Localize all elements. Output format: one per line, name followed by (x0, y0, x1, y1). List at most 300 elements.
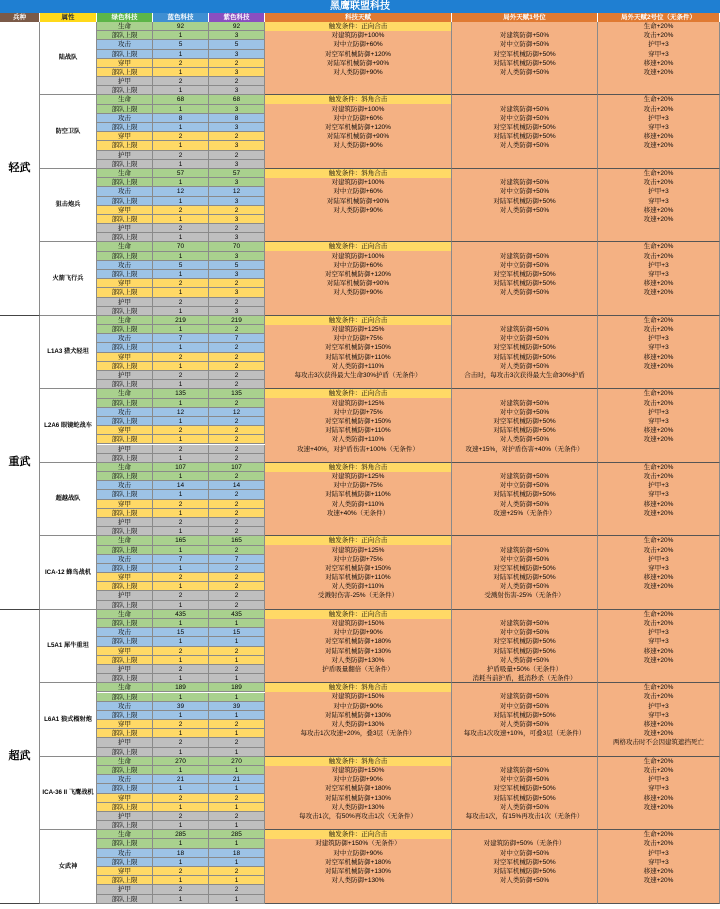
outer-talent-1-cell (452, 95, 598, 168)
outer-talent-2-line: 移速+20% (643, 500, 674, 508)
hdr-green-tech: 绿色科技 (97, 13, 153, 22)
tech-talent-line: 对人类防御+110% (331, 362, 385, 370)
stat-label-hp: 生命 (97, 463, 153, 472)
green-tech-value: 1 (153, 31, 209, 40)
tech-talent-line: 对建筑防御+150%（无条件） (315, 840, 401, 848)
green-tech-value: 2 (153, 224, 209, 233)
tech-talent-cell (265, 830, 452, 903)
blue-tech-value: 107 (209, 463, 265, 472)
green-tech-value: 219 (153, 316, 209, 325)
unit-name (40, 169, 97, 242)
stat-label-troop-cap: 部队上限 (97, 729, 153, 738)
outer-talent-1-line: 受溅射伤害-25%（无条件） (484, 592, 565, 600)
blue-tech-value: 2 (209, 472, 265, 481)
green-tech-value: 2 (153, 353, 209, 362)
trigger-condition: 触发条件：正向合击 (265, 610, 451, 619)
green-tech-value: 1 (153, 380, 209, 389)
outer-talent-1-line: 对中立防御+50% (499, 702, 550, 710)
blue-tech-value: 189 (209, 683, 265, 692)
blue-tech-value: 2 (209, 325, 265, 334)
stat-label-troop-cap: 部队上限 (97, 270, 153, 279)
tech-talent-line: 对中立防御+60% (333, 41, 383, 49)
green-tech-value: 1 (153, 509, 209, 518)
stat-label-troop-cap: 部队上限 (97, 141, 153, 150)
group-label (0, 316, 40, 610)
blue-tech-value: 1 (209, 656, 265, 665)
tech-talent-line: 对陆军机械防御+90% (326, 197, 390, 205)
green-tech-value: 68 (153, 95, 209, 104)
stat-label-hp: 生命 (97, 610, 153, 619)
outer-talent-2-line: 攻击+20% (643, 32, 674, 40)
stat-label-armor: 护甲 (97, 445, 153, 454)
tech-talent-cell (265, 316, 452, 389)
blue-tech-value: 2 (209, 794, 265, 803)
green-tech-value: 2 (153, 885, 209, 894)
stat-label-troop-cap: 部队上限 (97, 527, 153, 536)
outer-talent-1-line: 对建筑防御+50% (499, 252, 550, 260)
outer-talent-1-line: 对陆军机械防御+50% (493, 280, 556, 288)
blue-tech-value: 3 (209, 68, 265, 77)
tech-talent-line: 对建筑防御+100% (331, 179, 385, 187)
tech-talent-cell (265, 95, 452, 168)
stat-label-hp: 生命 (97, 683, 153, 692)
green-tech-value: 1 (153, 454, 209, 463)
tech-talent-line: 对陆军机械防御+110% (325, 427, 391, 435)
outer-talent-2-line: 攻速+20% (643, 877, 674, 885)
outer-talent-2-line: 穿甲+3 (648, 344, 669, 352)
outer-talent-2-line: 移速+20% (643, 574, 674, 582)
tech-talent-line: 对人类防御+110% (331, 436, 385, 444)
outer-talent-2-line: 护甲+3 (648, 702, 669, 710)
outer-talent-2-line: 攻速+20% (643, 68, 674, 76)
unit-name-text: ICA-36 II 飞鹰战机 (42, 789, 94, 797)
outer-talent-2-line: 穿甲+3 (648, 564, 669, 572)
tech-talent-line: 对空军机械防御+180% (325, 638, 391, 646)
green-tech-value: 1 (153, 86, 209, 95)
blue-tech-value: 5 (209, 40, 265, 49)
stat-label-troop-cap: 部队上限 (97, 307, 153, 316)
green-tech-value: 1 (153, 343, 209, 352)
outer-talent-2-line: 穿甲+3 (648, 50, 669, 58)
blue-tech-value: 2 (209, 435, 265, 444)
stat-label-armor-pen: 穿甲 (97, 426, 153, 435)
outer-talent-2-cell (598, 463, 720, 536)
blue-tech-value: 1 (209, 748, 265, 757)
green-tech-value: 1 (153, 472, 209, 481)
outer-talent-2-line: 攻速+20% (643, 142, 674, 150)
stat-label-armor: 护甲 (97, 224, 153, 233)
outer-talent-1-line: 对陆军机械防御+50% (493, 197, 556, 205)
stat-label-attack: 攻击 (97, 628, 153, 637)
outer-talent-1-line: 对建筑防御+50%（无条件） (483, 840, 566, 848)
stat-label-armor-pen: 穿甲 (97, 353, 153, 362)
blue-tech-value: 165 (209, 536, 265, 545)
outer-talent-2-cell (598, 22, 720, 95)
hdr-outer-talent-2: 局外天赋2号位（无条件） (598, 13, 720, 22)
tech-talent-cell (265, 22, 452, 95)
stat-label-hp: 生命 (97, 22, 153, 31)
outer-talent-1-line: 对建筑防御+50% (499, 546, 550, 554)
unit-name (40, 95, 97, 168)
outer-talent-2-cell (598, 683, 720, 756)
green-tech-value: 2 (153, 500, 209, 509)
tech-talent-line: 对人类防御+130% (331, 877, 385, 885)
outer-talent-1-line: 对中立防御+50% (499, 188, 550, 196)
tech-talent-line: 每攻击1次，有50%再攻击1次（无条件） (299, 812, 417, 820)
outer-talent-2-line: 护甲+3 (648, 555, 669, 563)
stat-label-troop-cap: 部队上限 (97, 399, 153, 408)
tech-talent-line: 受溅射伤害-25%（无条件） (317, 592, 399, 600)
outer-talent-2-cell (598, 242, 720, 315)
trigger-condition: 触发条件：斜角合击 (265, 683, 451, 692)
outer-talent-2-cell (598, 610, 720, 683)
tech-talent-cell (265, 169, 452, 242)
stat-label-troop-cap: 部队上限 (97, 656, 153, 665)
outer-talent-1-line: 对空军机械防御+50% (493, 124, 556, 132)
stat-label-troop-cap: 部队上限 (97, 490, 153, 499)
green-tech-value: 1 (153, 178, 209, 187)
green-tech-value: 1 (153, 766, 209, 775)
stat-label-troop-cap: 部队上限 (97, 766, 153, 775)
tech-talent-line: 攻速+40%（无条件） (326, 509, 390, 517)
green-tech-value: 1 (153, 105, 209, 114)
stat-label-armor: 护甲 (97, 665, 153, 674)
outer-talent-1-line: 对人类防御+50% (499, 68, 550, 76)
outer-talent-2-line: 护甲+3 (648, 335, 669, 343)
outer-talent-2-line: 生命+20% (643, 243, 674, 251)
unit-name (40, 389, 97, 462)
green-tech-value: 2 (153, 591, 209, 600)
blue-tech-value: 3 (209, 123, 265, 132)
outer-talent-2-cell (598, 169, 720, 242)
outer-talent-2-cell (598, 389, 720, 462)
outer-talent-2-line: 生命+20% (643, 684, 674, 692)
stat-label-attack: 攻击 (97, 849, 153, 858)
outer-talent-2-line: 护甲+3 (648, 114, 669, 122)
stat-label-troop-cap: 部队上限 (97, 252, 153, 261)
tech-talent-line: 对空军机械防御+180% (325, 785, 391, 793)
outer-talent-2-line: 攻击+20% (643, 766, 674, 774)
blue-tech-value: 2 (209, 77, 265, 86)
green-tech-value: 1 (153, 399, 209, 408)
blue-tech-value: 2 (209, 490, 265, 499)
blue-tech-value: 2 (209, 601, 265, 610)
tech-talent-line: 对陆军机械防御+130% (325, 868, 391, 875)
unit-name-text: 超越战队 (55, 495, 81, 503)
stat-label-attack: 攻击 (97, 775, 153, 784)
blue-tech-value: 2 (209, 362, 265, 371)
outer-talent-2-line: 攻击+20% (643, 105, 674, 113)
outer-talent-1-line: 对人类防御+50% (499, 142, 550, 150)
stat-label-troop-cap: 部队上限 (97, 784, 153, 793)
trigger-condition: 触发条件：斜角合击 (265, 463, 451, 472)
stat-label-troop-cap: 部队上限 (97, 435, 153, 444)
tech-talent-line: 对空军机械防御+150% (325, 344, 391, 352)
outer-talent-2-line: 生命+20% (643, 537, 674, 545)
unit-name-text: 女武神 (58, 862, 78, 870)
green-tech-value: 1 (153, 821, 209, 830)
outer-talent-1-line: 对空军机械防御+50% (493, 785, 556, 793)
group-label-text: 轻武 (8, 161, 31, 174)
green-tech-value: 12 (153, 408, 209, 417)
green-tech-value: 2 (153, 867, 209, 876)
blue-tech-value: 2 (209, 812, 265, 821)
blue-tech-value: 2 (209, 454, 265, 463)
green-tech-value: 21 (153, 775, 209, 784)
green-tech-value: 1 (153, 288, 209, 297)
outer-talent-2-line: 攻速+20% (643, 730, 674, 738)
green-tech-value: 1 (153, 50, 209, 59)
outer-talent-1-line: 对建筑防御+50% (499, 620, 550, 627)
outer-talent-1-line: 攻速+25%（无条件） (493, 509, 556, 517)
blue-tech-value: 2 (209, 445, 265, 454)
outer-talent-1-line: 对建筑防御+50% (499, 179, 550, 187)
tech-talent-line: 对中立防御+90% (333, 776, 383, 784)
green-tech-value: 1 (153, 417, 209, 426)
tech-talent-line: 对陆军机械防御+130% (325, 711, 391, 719)
tech-talent-line: 对陆军机械防御+130% (325, 647, 391, 655)
tech-talent-line: 对空军机械防御+180% (325, 858, 391, 866)
blue-tech-value: 3 (209, 86, 265, 95)
green-tech-value: 5 (153, 261, 209, 270)
stat-label-troop-cap: 部队上限 (97, 454, 153, 463)
outer-talent-1-line: 对中立防御+50% (499, 849, 550, 857)
tech-talent-line: 对中立防御+75% (333, 482, 383, 490)
stat-label-troop-cap: 部队上限 (97, 858, 153, 867)
green-tech-value: 2 (153, 426, 209, 435)
green-tech-value: 2 (153, 720, 209, 729)
outer-talent-1-line: 对中立防御+50% (499, 41, 550, 49)
tech-talent-cell (265, 389, 452, 462)
tech-talent-line: 对建筑防御+125% (331, 399, 385, 407)
unit-name-text: 陆战队 (58, 54, 78, 62)
tech-talent-line: 对中立防御+90% (333, 702, 383, 710)
trigger-condition: 触发条件：正向合击 (265, 242, 451, 251)
stat-label-troop-cap: 部队上限 (97, 564, 153, 573)
green-tech-value: 1 (153, 729, 209, 738)
outer-talent-2-line: 攻速+20% (643, 215, 674, 223)
green-tech-value: 435 (153, 610, 209, 619)
outer-talent-2-line: 生命+20% (643, 610, 674, 618)
tech-talent-cell (265, 536, 452, 609)
outer-talent-1-cell (452, 169, 598, 242)
green-tech-value: 1 (153, 619, 209, 628)
unit-name-text: 火箭飞行兵 (52, 274, 84, 282)
outer-talent-1-line: 对人类防御+50% (499, 206, 550, 214)
green-tech-value: 2 (153, 132, 209, 141)
green-tech-value: 1 (153, 711, 209, 720)
outer-talent-1-line: 对空军机械防御+50% (493, 638, 556, 646)
outer-talent-2-line: 护甲+3 (648, 188, 669, 196)
tech-talent-line: 对建筑防御+150% (331, 766, 385, 774)
stat-label-hp: 生命 (97, 757, 153, 766)
green-tech-value: 1 (153, 233, 209, 242)
blue-tech-value: 1 (209, 839, 265, 848)
unit-name-text: L2A6 眼镜蛇战车 (44, 421, 92, 429)
stat-label-armor-pen: 穿甲 (97, 867, 153, 876)
tech-talent-line: 对建筑防御+100% (331, 105, 385, 113)
green-tech-value: 2 (153, 151, 209, 160)
stat-label-troop-cap: 部队上限 (97, 86, 153, 95)
blue-tech-value: 3 (209, 31, 265, 40)
tech-talent-line: 对中立防御+90% (333, 629, 383, 637)
tech-talent-line: 对建筑防御+100% (331, 32, 385, 40)
outer-talent-2-cell (598, 316, 720, 389)
outer-talent-1-line: 对中立防御+50% (499, 261, 550, 269)
outer-talent-1-line: 对中立防御+50% (499, 114, 550, 122)
trigger-condition: 触发条件：正向合击 (265, 316, 451, 325)
stat-label-troop-cap: 部队上限 (97, 748, 153, 757)
stat-label-troop-cap: 部队上限 (97, 674, 153, 683)
blue-tech-value: 2 (209, 564, 265, 573)
tech-talent-line: 对人类防御+90% (333, 206, 383, 214)
outer-talent-2-line: 生命+20% (643, 316, 674, 324)
outer-talent-1-line: 对中立防御+50% (499, 482, 550, 490)
blue-tech-value: 3 (209, 215, 265, 224)
stat-label-attack: 攻击 (97, 481, 153, 490)
tech-talent-line: 对空军机械防御+150% (325, 417, 391, 425)
green-tech-value: 1 (153, 141, 209, 150)
blue-tech-value: 2 (209, 298, 265, 307)
blue-tech-value: 1 (209, 729, 265, 738)
outer-talent-2-line: 护甲+3 (648, 41, 669, 49)
outer-talent-1-cell (452, 316, 598, 389)
outer-talent-2-line: 移速+20% (643, 353, 674, 361)
unit-name (40, 830, 97, 903)
outer-talent-2-line: 护甲+3 (648, 849, 669, 857)
outer-talent-1-line: 对陆军机械防御+50% (493, 647, 556, 655)
outer-talent-2-line: 攻击+20% (643, 620, 674, 627)
unit-name (40, 242, 97, 315)
tech-talent-line: 对建筑防御+150% (331, 620, 385, 627)
outer-talent-1-line: 对人类防御+50% (499, 289, 550, 297)
tech-talent-line: 对陆军机械防御+110% (325, 491, 391, 499)
blue-tech-value: 1 (209, 674, 265, 683)
outer-talent-2-line: 生命+20% (643, 23, 674, 30)
stat-label-attack: 攻击 (97, 114, 153, 123)
tech-talent-line: 攻速+40%，对护盾伤害+100%（无条件） (297, 445, 419, 453)
stat-label-troop-cap: 部队上限 (97, 876, 153, 885)
green-tech-value: 2 (153, 738, 209, 747)
tech-talent-line: 对中立防御+75% (333, 408, 383, 416)
stat-label-armor-pen: 穿甲 (97, 132, 153, 141)
outer-talent-1-line: 对陆军机械防御+50% (493, 133, 556, 141)
blue-tech-value: 2 (209, 417, 265, 426)
outer-talent-2-line: 穿甲+3 (648, 417, 669, 425)
blue-tech-value: 2 (209, 647, 265, 656)
stat-label-troop-cap: 部队上限 (97, 50, 153, 59)
trigger-condition: 触发条件：正向合击 (265, 389, 451, 398)
green-tech-value: 1 (153, 693, 209, 702)
blue-tech-value: 2 (209, 867, 265, 876)
tech-talent-line: 对空军机械防御+120% (325, 50, 391, 58)
outer-talent-2-line: 攻击+20% (643, 399, 674, 407)
tech-talent-line: 每攻击1次攻速+20%，叠3层（无条件） (300, 730, 416, 738)
stat-label-troop-cap: 部队上限 (97, 821, 153, 830)
outer-talent-2-line: 穿甲+3 (648, 785, 669, 793)
stat-label-troop-cap: 部队上限 (97, 693, 153, 702)
trigger-condition: 触发条件：斜角合击 (265, 95, 451, 104)
green-tech-value: 1 (153, 656, 209, 665)
tech-talent-cell (265, 610, 452, 683)
tech-talent-line: 对中立防御+75% (333, 555, 383, 563)
outer-talent-2-line: 攻速+20% (643, 656, 674, 664)
green-tech-value: 1 (153, 270, 209, 279)
green-tech-value: 2 (153, 665, 209, 674)
blue-tech-value: 1 (209, 637, 265, 646)
tech-talent-line: 对人类防御+110% (331, 500, 385, 508)
blue-tech-value: 219 (209, 316, 265, 325)
outer-talent-1-line: 对空军机械防御+50% (493, 564, 556, 572)
outer-talent-1-line: 对陆军机械防御+50% (493, 427, 556, 435)
outer-talent-1-line: 对建筑防御+50% (499, 326, 550, 334)
tech-talent-line: 对中立防御+90% (333, 849, 383, 857)
blue-tech-value: 2 (209, 426, 265, 435)
blue-tech-value: 2 (209, 546, 265, 555)
green-tech-value: 2 (153, 812, 209, 821)
stat-label-troop-cap: 部队上限 (97, 509, 153, 518)
unit-name (40, 536, 97, 609)
outer-talent-2-cell (598, 830, 720, 903)
outer-talent-2-line: 攻速+20% (643, 362, 674, 370)
green-tech-value: 2 (153, 59, 209, 68)
outer-talent-1-line: 对陆军机械防御+50% (493, 868, 556, 875)
stat-label-attack: 攻击 (97, 408, 153, 417)
blue-tech-value: 5 (209, 261, 265, 270)
outer-talent-1-line: 对人类防御+50% (499, 877, 550, 885)
group-label (0, 22, 40, 316)
stat-label-troop-cap: 部队上限 (97, 343, 153, 352)
green-tech-value: 1 (153, 674, 209, 683)
tech-talent-line: 对建筑防御+150% (331, 693, 385, 701)
green-tech-value: 70 (153, 242, 209, 251)
outer-talent-2-line: 生命+20% (643, 757, 674, 765)
green-tech-value: 1 (153, 325, 209, 334)
tech-talent-cell (265, 683, 452, 756)
blue-tech-value: 2 (209, 132, 265, 141)
outer-talent-1-line: 对空军机械防御+50% (493, 417, 556, 425)
green-tech-value: 1 (153, 435, 209, 444)
green-tech-value: 2 (153, 279, 209, 288)
outer-talent-1-line: 对中立防御+50% (499, 629, 550, 637)
green-tech-value: 1 (153, 784, 209, 793)
outer-talent-2-line: 攻击+20% (643, 840, 674, 848)
stat-label-armor-pen: 穿甲 (97, 794, 153, 803)
outer-talent-1-line: 对建筑防御+50% (499, 693, 550, 701)
outer-talent-1-line: 对人类防御+50% (499, 803, 550, 811)
stat-label-troop-cap: 部队上限 (97, 362, 153, 371)
stat-label-troop-cap: 部队上限 (97, 619, 153, 628)
blue-tech-value: 2 (209, 353, 265, 362)
green-tech-value: 12 (153, 187, 209, 196)
green-tech-value: 8 (153, 114, 209, 123)
stat-label-troop-cap: 部队上限 (97, 601, 153, 610)
stat-label-hp: 生命 (97, 169, 153, 178)
tech-talent-line: 对陆军机械防御+130% (325, 794, 391, 802)
unit-name (40, 757, 97, 830)
tech-talent-line: 对空军机械防御+120% (325, 124, 391, 132)
group-label-text: 重武 (8, 455, 31, 468)
outer-talent-1-line: 对空军机械防御+50% (493, 50, 556, 58)
outer-talent-2-cell (598, 95, 720, 168)
outer-talent-2-line: 攻速+20% (643, 803, 674, 811)
blue-tech-value: 2 (209, 573, 265, 582)
outer-talent-1-line: 对陆军机械防御+50% (493, 353, 556, 361)
green-tech-value: 1 (153, 123, 209, 132)
outer-talent-2-line: 攻击+20% (643, 546, 674, 554)
stat-label-armor: 护甲 (97, 812, 153, 821)
blue-tech-value: 70 (209, 242, 265, 251)
